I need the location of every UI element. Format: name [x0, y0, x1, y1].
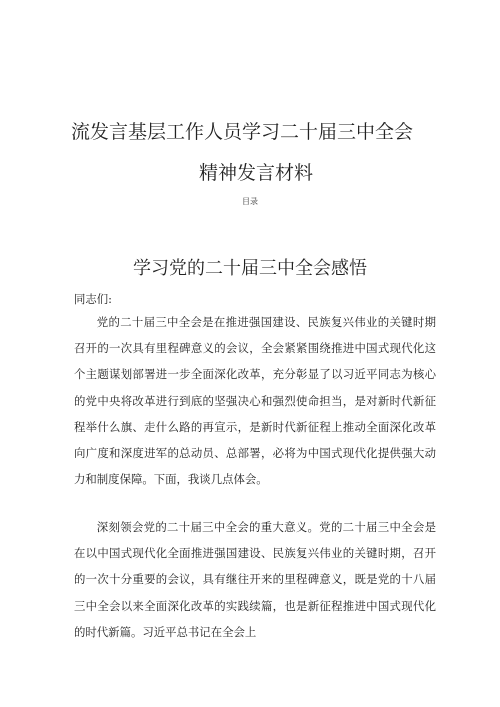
salutation: 同志们:	[74, 292, 113, 306]
body-paragraph-2	[74, 514, 436, 645]
section-title: 学习党的二十届三中全会感悟	[133, 258, 367, 279]
toc-label[interactable]: 目录	[242, 197, 258, 206]
body-paragraph-1	[74, 309, 436, 492]
document-title-line-1: 流发言基层工作人员学习二十届三中全会	[70, 121, 413, 143]
paragraph-text: 党的二十届三中全会是在推进强国建设、民族复兴伟业的关键时期召开的一次具有里程碑意义的会议，全会紧紧围绕推进中国式现代化这个主题谋划部署进一步全面深化改革，充分彰显了以习近平同志为核心的党中央将改革进行到底的坚强决心和强烈使命担当，是对新时代新征程举什么旗、走什么路的再宣示，是新时代新征程上推动全面深化改革向广度和深度进军的总动员、总部署，必将为中国式现代化提供强大动力和制度保障。下面，我谈几点体会。	[74, 315, 436, 487]
document-title-line-2: 精神发言材料	[198, 162, 313, 184]
paragraph-text: 深刻领会党的二十届三中全会的重大意义。党的二十届三中全会是在以中国式现代化全面推进强国建设、民族复兴伟业的关键时期，召开的一次十分重要的会议，具有继往开来的里程碑意义，既是党的十八届三中全会以来全面深化改革的实践续篇，也是新征程推进中国式现代化的时代新篇。习近平总书记在全会上	[74, 520, 436, 639]
